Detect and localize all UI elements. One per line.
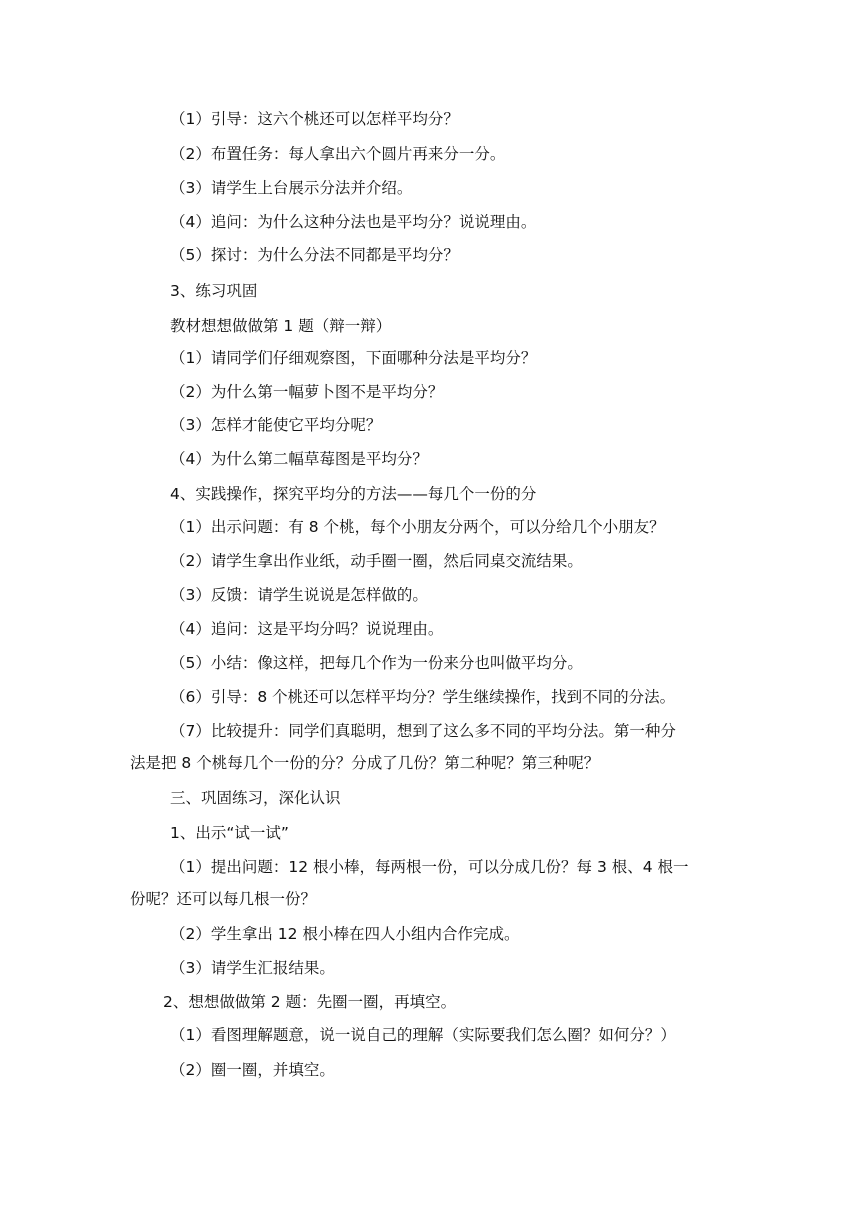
paragraph-line: （2）布置任务：每人拿出六个圆片再来分一分。 [170,145,506,163]
paragraph-line: （5）探讨：为什么分法不同都是平均分？ [170,246,459,264]
paragraph-line: 份呢？还可以每几根一份？ [130,890,317,908]
paragraph-line: （1）出示问题：有 8 个桃，每个小朋友分两个，可以分给几个小朋友？ [170,518,665,536]
paragraph-line: （2）为什么第一幅萝卜图不是平均分？ [170,383,444,401]
paragraph-line: （3）反馈：请学生说说是怎样做的。 [170,586,428,604]
section-heading: 三、巩固练习，深化认识 [170,789,341,807]
paragraph-line: （1）提出问题：12 根小棒，每两根一份，可以分成几份？每 3 根、4 根一 [170,858,689,876]
paragraph-line: （4）追问：为什么这种分法也是平均分？说说理由。 [170,213,537,231]
section-heading: 4、实践操作，探究平均分的方法——每几个一份的分 [170,485,537,503]
paragraph-line: （4）追问：这是平均分吗？说说理由。 [170,620,444,638]
paragraph-line: 教材想想做做第 1 题（辩一辩） [170,317,392,335]
paragraph-line: （5）小结：像这样，把每几个作为一份来分也叫做平均分。 [170,654,583,672]
paragraph-line: （7）比较提升：同学们真聪明，想到了这么多不同的平均分法。第一种分 [170,722,676,740]
section-heading: 1、出示“试一试” [170,824,289,842]
paragraph-line: （4）为什么第二幅草莓图是平均分？ [170,450,428,468]
paragraph-line: （2）学生拿出 12 根小棒在四人小组内合作完成。 [170,925,520,943]
paragraph-line: （2）请学生拿出作业纸，动手圈一圈，然后同桌交流结果。 [170,552,583,570]
paragraph-line: （1）看图理解题意，说一说自己的理解（实际要我们怎么圈？如何分？） [170,1026,676,1044]
section-heading: 2、想想做做第 2 题：先圈一圈，再填空。 [163,993,457,1011]
paragraph-line: （1）请同学们仔细观察图，下面哪种分法是平均分？ [170,349,537,367]
paragraph-line: （3）怎样才能使它平均分呢？ [170,416,382,434]
paragraph-line: （6）引导：8 个桃还可以怎样平均分？学生继续操作，找到不同的分法。 [170,688,676,706]
paragraph-line: （3）请学生上台展示分法并介绍。 [170,179,413,197]
paragraph-line: （1）引导：这六个桃还可以怎样平均分？ [170,110,459,128]
paragraph-line: 法是把 8 个桃每几个一份的分？分成了几份？第二种呢？第三种呢？ [130,754,600,772]
section-heading: 3、练习巩固 [170,282,258,300]
paragraph-line: （3）请学生汇报结果。 [170,959,335,977]
paragraph-line: （2）圈一圈，并填空。 [170,1061,335,1079]
